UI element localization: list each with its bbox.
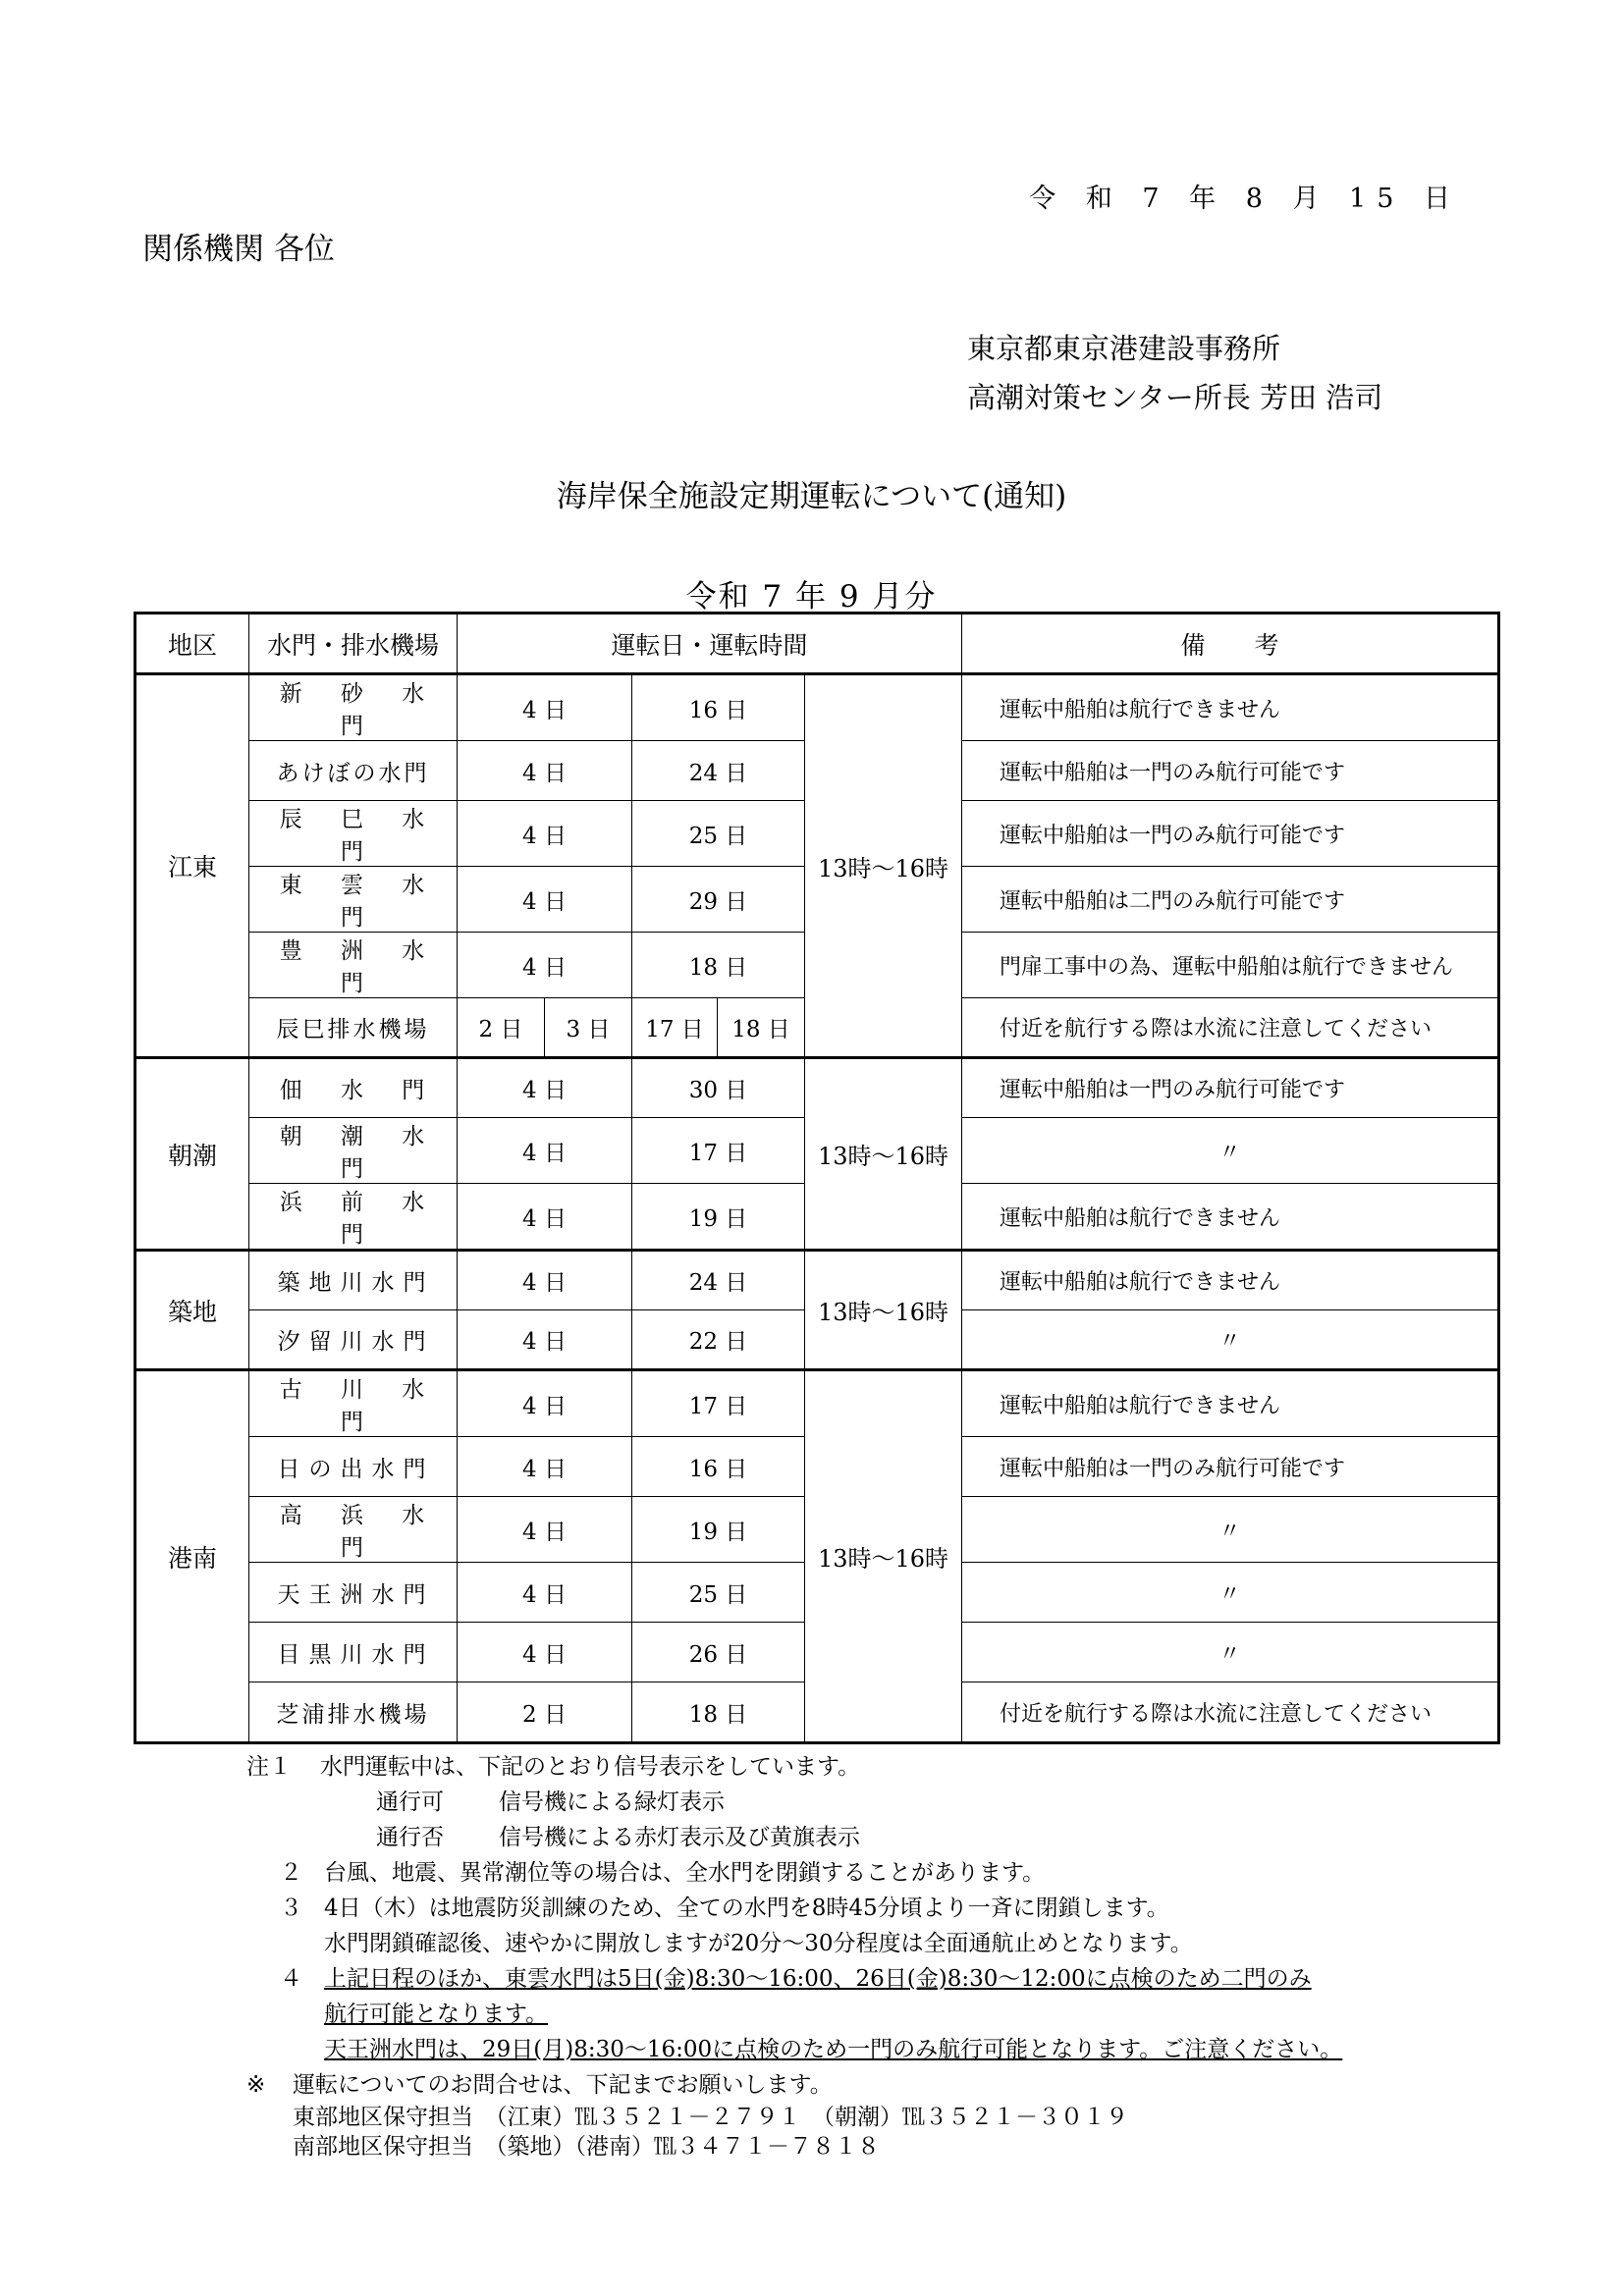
operation-day-cell: 4 日 bbox=[458, 1370, 632, 1437]
operation-time-cell: 13時～16時 bbox=[805, 1370, 962, 1742]
contact-note bbox=[246, 2067, 1342, 2103]
facility-cell: あけぼの水門 bbox=[249, 741, 458, 801]
facility-cell: 高 浜 水 門 bbox=[249, 1497, 458, 1563]
header-remarks: 備 考 bbox=[962, 614, 1498, 674]
facility-cell: 佃 水 門 bbox=[249, 1058, 458, 1118]
operation-day-cell: 4 日 bbox=[458, 933, 632, 998]
note-4 bbox=[250, 1961, 1342, 1997]
note-3-text: 4日（木）は地震防災訓練のため、全ての水門を8時45分頃より一斉に閉鎖します。 bbox=[324, 1896, 1169, 1921]
addressee: 関係機関 各位 bbox=[142, 232, 335, 267]
facility-cell: 辰巳排水機場 bbox=[249, 998, 458, 1058]
header-facility: 水門・排水機場 bbox=[249, 614, 458, 674]
operation-day-cell: 17 日 bbox=[632, 998, 718, 1058]
note-1-stop-label: 通行否 bbox=[376, 1825, 444, 1850]
operation-day-cell: 30 日 bbox=[632, 1058, 805, 1118]
contact-label: ※ bbox=[246, 2072, 266, 2098]
operation-day-cell: 4 日 bbox=[458, 1184, 632, 1251]
operation-day-cell: 3 日 bbox=[545, 998, 632, 1058]
area-cell: 港南 bbox=[136, 1370, 249, 1742]
table-header-row bbox=[136, 614, 1498, 674]
table-row bbox=[136, 1370, 1498, 1437]
table-row bbox=[136, 1251, 1498, 1310]
operation-day-cell: 2 日 bbox=[458, 1682, 632, 1742]
facility-cell: 築地川水門 bbox=[249, 1251, 458, 1310]
note-4-text3: 天王洲水門は、29日(月)8:30～16:00に点検のため一門のみ航行可能となります。ご注意ください。 bbox=[324, 2037, 1343, 2062]
note-1 bbox=[246, 1749, 1342, 1785]
header-operation: 運転日・運転時間 bbox=[458, 614, 962, 674]
contact-text: 運転についてのお問合せは、下記までお願いします。 bbox=[293, 2072, 833, 2098]
operation-day-cell: 4 日 bbox=[458, 1437, 632, 1497]
note-2 bbox=[250, 1855, 1342, 1891]
remarks-cell: 運転中船舶は二門のみ航行可能です bbox=[962, 867, 1498, 933]
remarks-cell: 〃 bbox=[962, 1497, 1498, 1563]
facility-cell: 辰 巳 水 門 bbox=[249, 801, 458, 867]
note-1-go bbox=[250, 1785, 1342, 1820]
remarks-cell: 付近を航行する際は水流に注意してください bbox=[962, 1682, 1498, 1742]
operation-day-cell: 4 日 bbox=[458, 1058, 632, 1118]
note-3 bbox=[250, 1891, 1342, 1926]
remarks-cell: 運転中船舶は一門のみ航行可能です bbox=[962, 741, 1498, 801]
operation-day-cell: 29 日 bbox=[632, 867, 805, 933]
remarks-cell: 運転中船舶は航行できません bbox=[962, 1370, 1498, 1437]
note-4-text: 上記日程のほか、東雲水門は5日(金)8:30～16:00、26日(金)8:30～12:00に点検のため二門のみ bbox=[324, 1966, 1312, 1992]
facility-cell: 浜 前 水 門 bbox=[249, 1184, 458, 1251]
operation-day-cell: 18 日 bbox=[632, 1682, 805, 1742]
area-cell: 築地 bbox=[136, 1251, 249, 1370]
remarks-cell: 〃 bbox=[962, 1118, 1498, 1184]
operation-day-cell: 24 日 bbox=[632, 1251, 805, 1310]
contact-south bbox=[250, 2132, 1342, 2162]
contact-east bbox=[250, 2103, 1342, 2132]
note-3-cont bbox=[250, 1926, 1342, 1961]
remarks-cell: 〃 bbox=[962, 1623, 1498, 1682]
facility-cell: 目黒川水門 bbox=[249, 1623, 458, 1682]
note-4-cont bbox=[250, 1997, 1342, 2032]
area-cell: 江東 bbox=[136, 674, 249, 1058]
remarks-cell: 運転中船舶は一門のみ航行可能です bbox=[962, 1437, 1498, 1497]
remarks-cell: 運転中船舶は航行できません bbox=[962, 1251, 1498, 1310]
notes-section bbox=[246, 1749, 1343, 2162]
facility-cell: 天王洲水門 bbox=[249, 1563, 458, 1623]
note-1-label: 注１ bbox=[246, 1754, 292, 1780]
operation-time-cell: 13時～16時 bbox=[805, 1251, 962, 1370]
operation-schedule-table bbox=[135, 614, 1498, 1742]
note-1-go-label: 通行可 bbox=[376, 1789, 444, 1815]
remarks-cell: 〃 bbox=[962, 1310, 1498, 1370]
remarks-cell: 付近を航行する際は水流に注意してください bbox=[962, 998, 1498, 1058]
note-2-label: ２ bbox=[280, 1860, 302, 1886]
note-1-go-text: 信号機による緑灯表示 bbox=[499, 1789, 725, 1815]
note-3-text2: 水門閉鎖確認後、速やかに開放しますが20分～30分程度は全面通航止めとなります。 bbox=[324, 1931, 1193, 1956]
operation-day-cell: 24 日 bbox=[632, 741, 805, 801]
note-1-stop bbox=[250, 1820, 1342, 1855]
operation-day-cell: 4 日 bbox=[458, 1623, 632, 1682]
contact-east-text: 東部地区保守担当 （江東）℡３５２１－２７９１ （朝潮）℡３５２１－３０１９ bbox=[293, 2105, 1128, 2130]
area-cell: 朝潮 bbox=[136, 1058, 249, 1251]
operation-day-cell: 4 日 bbox=[458, 741, 632, 801]
table-row bbox=[136, 1058, 1498, 1118]
operation-day-cell: 4 日 bbox=[458, 674, 632, 741]
operation-day-cell: 2 日 bbox=[458, 998, 545, 1058]
document-date: 令 和 7 年 8 月 15 日 bbox=[1029, 184, 1461, 214]
document-title: 海岸保全施設定期運転について(通知) bbox=[556, 479, 1067, 514]
facility-cell: 芝浦排水機場 bbox=[249, 1682, 458, 1742]
operation-time-cell: 13時～16時 bbox=[805, 674, 962, 1058]
remarks-cell: 運転中船舶は航行できません bbox=[962, 674, 1498, 741]
note-1-text: 水門運転中は、下記のとおり信号表示をしています。 bbox=[320, 1754, 861, 1780]
table-row bbox=[136, 674, 1498, 741]
header-area: 地区 bbox=[136, 614, 249, 674]
remarks-cell: 運転中船舶は一門のみ航行可能です bbox=[962, 1058, 1498, 1118]
facility-cell: 日の出水門 bbox=[249, 1437, 458, 1497]
schedule-period: 令和 7 年 9 月分 bbox=[685, 579, 938, 614]
operation-day-cell: 4 日 bbox=[458, 1497, 632, 1563]
facility-cell: 豊 洲 水 門 bbox=[249, 933, 458, 998]
operation-day-cell: 19 日 bbox=[632, 1184, 805, 1251]
note-1-stop-text: 信号機による赤灯表示及び黄旗表示 bbox=[499, 1825, 860, 1850]
operation-day-cell: 4 日 bbox=[458, 867, 632, 933]
operation-day-cell: 4 日 bbox=[458, 801, 632, 867]
sender-organization: 東京都東京港建設事務所 bbox=[967, 332, 1281, 365]
operation-day-cell: 25 日 bbox=[632, 1563, 805, 1623]
operation-day-cell: 4 日 bbox=[458, 1118, 632, 1184]
operation-day-cell: 4 日 bbox=[458, 1563, 632, 1623]
operation-day-cell: 17 日 bbox=[632, 1370, 805, 1437]
operation-day-cell: 16 日 bbox=[632, 674, 805, 741]
operation-day-cell: 18 日 bbox=[632, 933, 805, 998]
remarks-cell: 運転中船舶は航行できません bbox=[962, 1184, 1498, 1251]
operation-day-cell: 17 日 bbox=[632, 1118, 805, 1184]
note-4-cont2 bbox=[250, 2032, 1342, 2067]
operation-day-cell: 22 日 bbox=[632, 1310, 805, 1370]
sender-name: 高潮対策センター所長 芳田 浩司 bbox=[967, 381, 1383, 414]
remarks-cell: 〃 bbox=[962, 1563, 1498, 1623]
facility-cell: 新 砂 水 門 bbox=[249, 674, 458, 741]
remarks-cell: 運転中船舶は一門のみ航行可能です bbox=[962, 801, 1498, 867]
contact-south-text: 南部地区保守担当 （築地）（港南）℡３４７１－７８１８ bbox=[293, 2134, 880, 2160]
operation-day-cell: 19 日 bbox=[632, 1497, 805, 1563]
operation-day-cell: 4 日 bbox=[458, 1251, 632, 1310]
facility-cell: 東 雲 水 門 bbox=[249, 867, 458, 933]
note-4-text2: 航行可能となります。 bbox=[324, 2002, 549, 2027]
operation-day-cell: 25 日 bbox=[632, 801, 805, 867]
operation-time-cell: 13時～16時 bbox=[805, 1058, 962, 1251]
facility-cell: 汐留川水門 bbox=[249, 1310, 458, 1370]
facility-cell: 朝 潮 水 門 bbox=[249, 1118, 458, 1184]
operation-day-cell: 18 日 bbox=[718, 998, 805, 1058]
note-4-label: ４ bbox=[280, 1966, 302, 1992]
remarks-cell: 門扉工事中の為、運転中船舶は航行できません bbox=[962, 933, 1498, 998]
facility-cell: 古 川 水 門 bbox=[249, 1370, 458, 1437]
note-2-text: 台風、地震、異常潮位等の場合は、全水門を閉鎖することがあります。 bbox=[324, 1860, 1046, 1886]
operation-day-cell: 26 日 bbox=[632, 1623, 805, 1682]
operation-day-cell: 16 日 bbox=[632, 1437, 805, 1497]
operation-day-cell: 4 日 bbox=[458, 1310, 632, 1370]
note-3-label: ３ bbox=[280, 1896, 302, 1921]
